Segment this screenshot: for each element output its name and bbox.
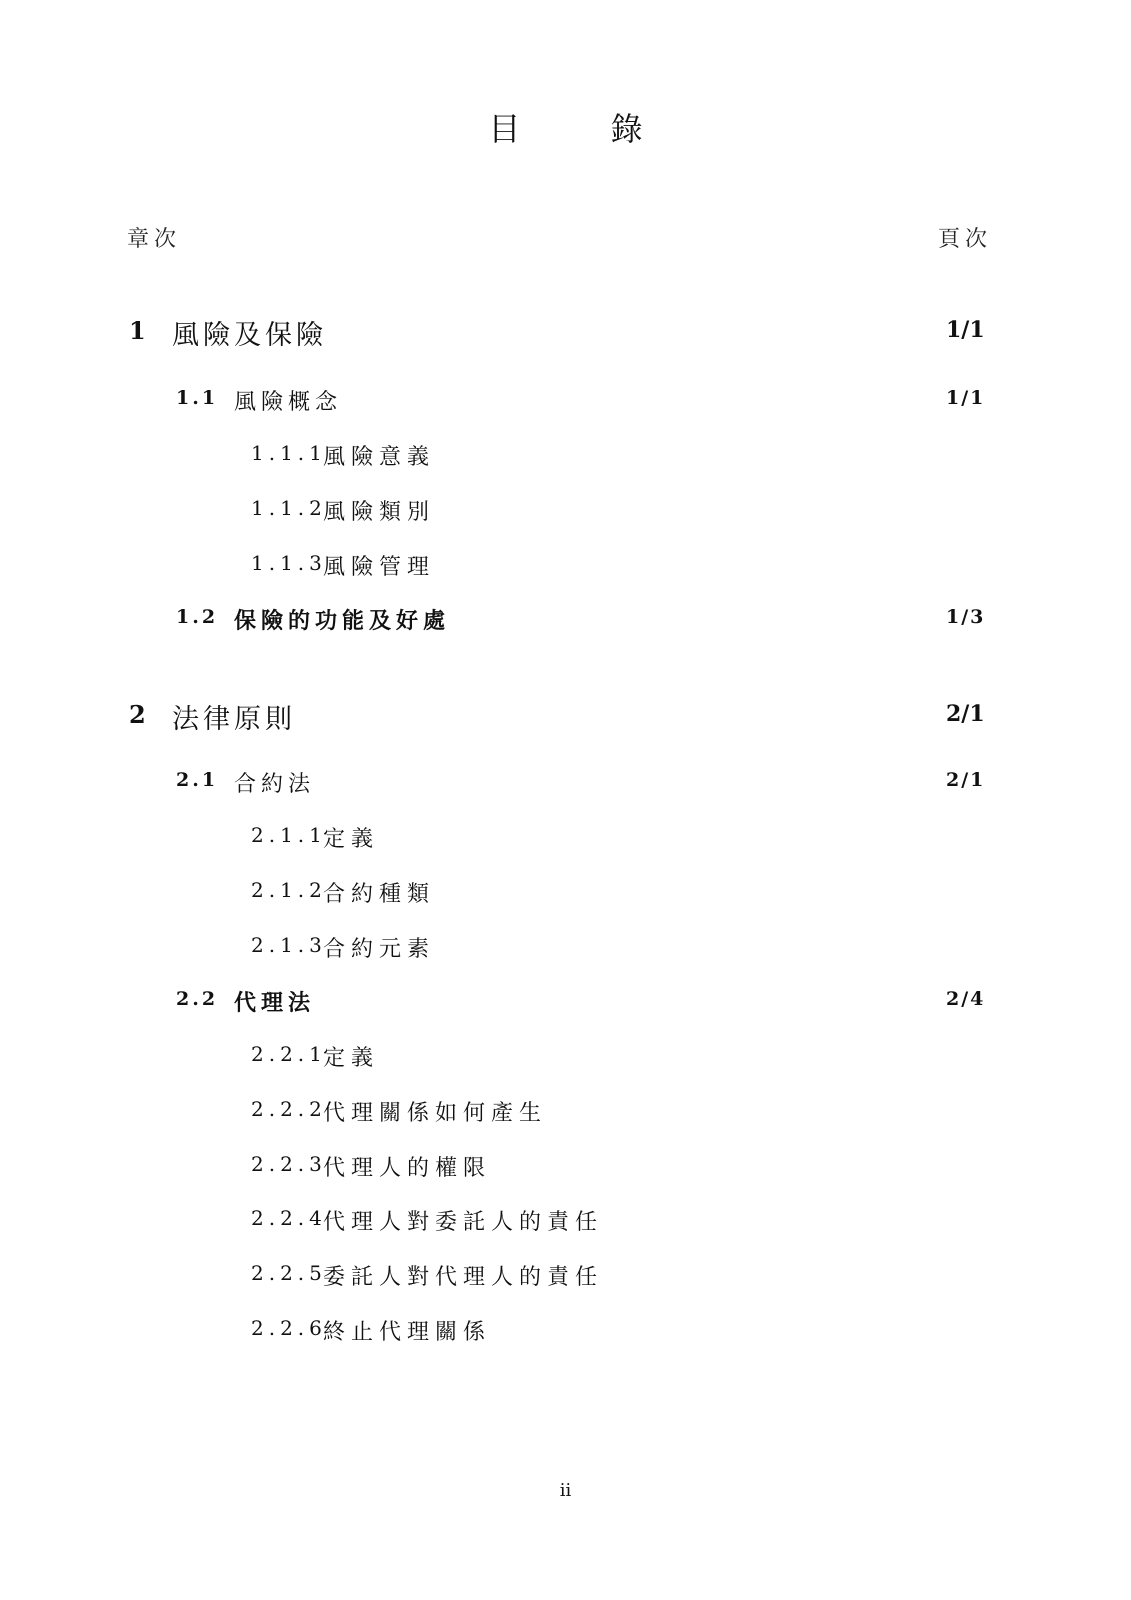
subsection-title[interactable]: 風險類別 [323,500,436,525]
section-page: 1/1 [946,387,986,409]
subsection-title[interactable]: 終止代理關係 [323,1320,492,1345]
subsection-title[interactable]: 風險管理 [323,555,436,580]
subsection-title[interactable]: 風險意義 [323,445,436,470]
subsection-number: 2.2.3 [251,1152,327,1176]
subsection-title[interactable]: 合約種類 [323,882,436,907]
subsection-number: 2.2.2 [251,1097,327,1121]
subsection-number: 2.2.1 [251,1042,327,1066]
subsection-title[interactable]: 代理人對委託人的責任 [323,1210,604,1235]
subsection-title[interactable]: 定義 [323,1046,380,1071]
subsection-number: 1.1.1 [251,441,327,465]
subsection-number: 2.2.6 [251,1316,327,1340]
section-number: 2.1 [176,769,219,791]
section-title[interactable]: 保險的功能及好處 [234,608,451,634]
page-column-header: 頁次 [938,227,993,252]
chapter-page: 2/1 [946,701,985,727]
chapter-page: 1/1 [946,317,985,343]
section-page: 2/4 [946,988,986,1010]
subsection-number: 1.1.2 [251,496,327,520]
section-title[interactable]: 風險概念 [234,390,343,415]
chapter-title[interactable]: 風險及保險 [172,320,327,351]
section-number: 2.2 [176,988,219,1010]
subsection-title[interactable]: 定義 [323,827,380,852]
section-number: 1.1 [176,387,219,409]
subsection-number: 2.1.2 [251,878,327,902]
subsection-title[interactable]: 代理關係如何產生 [323,1101,548,1126]
subsection-number: 2.1.1 [251,823,327,847]
subsection-title[interactable]: 合約元素 [323,937,436,962]
section-page: 2/1 [946,769,986,791]
chapter-number: 2 [129,700,146,729]
subsection-number: 2.2.4 [251,1206,327,1230]
section-title[interactable]: 合約法 [234,772,316,797]
chapter-title[interactable]: 法律原則 [172,704,296,735]
chapter-number: 1 [129,316,146,345]
subsection-title[interactable]: 委託人對代理人的責任 [323,1265,604,1290]
section-title[interactable]: 代理法 [234,990,316,1016]
subsection-number: 2.1.3 [251,933,327,957]
page-number: ii [559,1480,572,1501]
subsection-title[interactable]: 代理人的權限 [323,1156,492,1181]
section-number: 1.2 [176,606,219,628]
subsection-number: 1.1.3 [251,551,327,575]
section-page: 1/3 [946,606,986,628]
page-title: 目 錄 [488,110,683,148]
subsection-number: 2.2.5 [251,1261,327,1285]
chapter-column-header: 章次 [127,227,182,252]
